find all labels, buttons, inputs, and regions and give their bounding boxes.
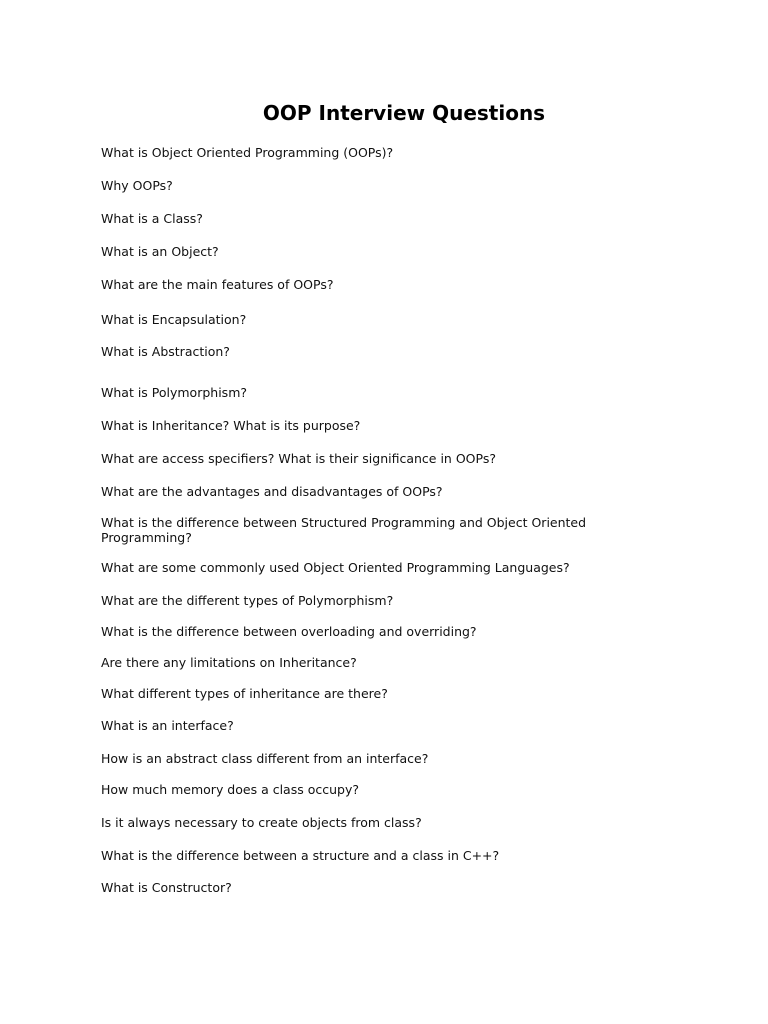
- question-item: What is an Object?: [101, 244, 219, 259]
- question-item: What are the advantages and disadvantages of OOPs?: [101, 484, 443, 499]
- question-item: What are the different types of Polymorphism?: [101, 593, 394, 608]
- question-item: What are some commonly used Object Oriented Programming Languages?: [101, 560, 570, 575]
- question-item: What are the main features of OOPs?: [101, 277, 334, 292]
- question-item: What is the difference between overloading and overriding?: [101, 624, 477, 639]
- question-item: What are access specifiers? What is their significance in OOPs?: [101, 451, 496, 466]
- question-item: What is an interface?: [101, 718, 234, 733]
- question-item: What different types of inheritance are there?: [101, 686, 388, 701]
- question-item: Why OOPs?: [101, 178, 173, 193]
- question-item: How much memory does a class occupy?: [101, 782, 359, 797]
- question-item: What is Inheritance? What is its purpose?: [101, 418, 361, 433]
- question-item: What is Polymorphism?: [101, 385, 248, 400]
- question-item: What is Encapsulation?: [101, 312, 247, 327]
- question-item: What is the difference between a structure and a class in C++?: [101, 848, 500, 863]
- document-title: OOP Interview Questions: [262, 101, 546, 125]
- question-item: What is Object Oriented Programming (OOPs)?: [101, 145, 394, 160]
- question-item: What is Constructor?: [101, 880, 232, 895]
- question-item: Is it always necessary to create objects from class?: [101, 815, 422, 830]
- question-item: What is a Class?: [101, 211, 203, 226]
- question-item: Are there any limitations on Inheritance?: [101, 655, 357, 670]
- question-item: What is the difference between Structured Programming and Object Oriented Programming?: [101, 515, 587, 545]
- question-item: What is Abstraction?: [101, 344, 230, 359]
- question-item: How is an abstract class different from an interface?: [101, 751, 429, 766]
